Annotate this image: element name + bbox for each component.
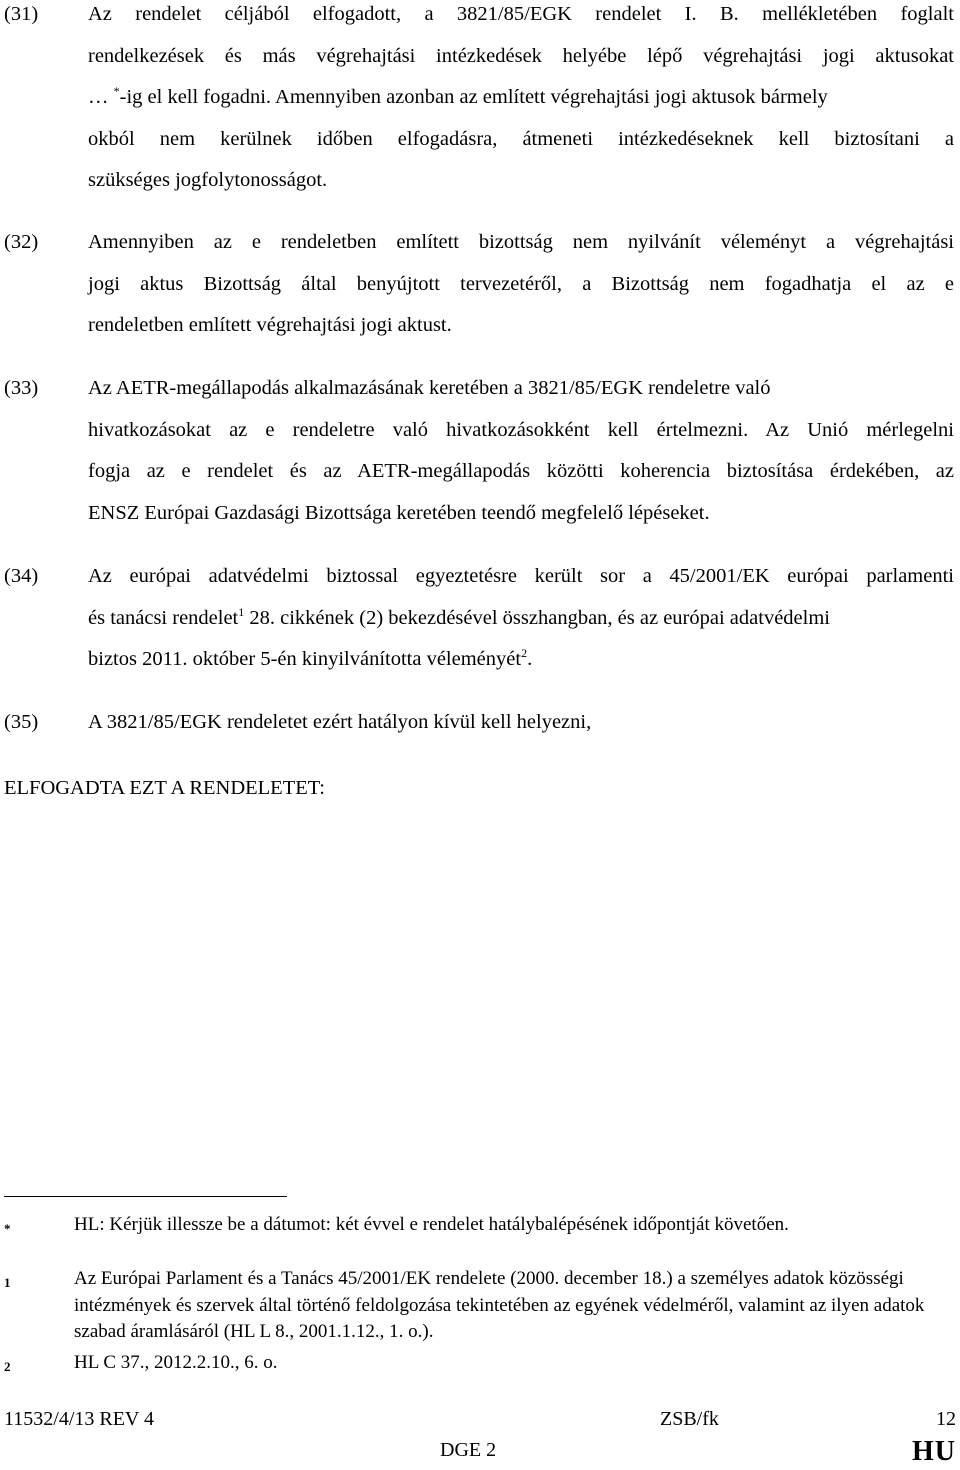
footnote-star (4, 1212, 954, 1239)
text-line: rendelkezések és más végrehajtási intézkedések helyébe lépő végrehajtási jogi aktusokat (88, 44, 954, 67)
text-line: Az AETR-megállapodás alkalmazásának keretében a 3821/85/EGK rendeletre való (88, 377, 771, 399)
recital-number: (33) (4, 377, 39, 399)
footnote-ref-1: 1 (238, 604, 245, 619)
footnote-text: HL C 37., 2012.2.10., 6. o. (74, 1352, 278, 1373)
recital-number: (35) (4, 711, 39, 733)
text-line: … *-ig el kell fogadni. Amennyiben azonban az említett végrehajtási jogi aktusok bármely (88, 84, 828, 108)
footnote-mark: 1 (4, 1275, 11, 1290)
text-line: és tanácsi rendelet$^1$ 28. cikkének (2) bekezdésével összhangban, és az európai adatvédelmi (88, 604, 830, 629)
recital-35 (4, 702, 954, 744)
ellipsis-placeholder: … (88, 86, 114, 108)
footer-author-code: ZSB/fk (660, 1408, 719, 1430)
footer-department: DGE 2 (440, 1439, 497, 1461)
recital-text (88, 0, 954, 202)
text-line: ENSZ Európai Gazdasági Bizottsága keretében teendő megfelelő lépéseket. (88, 501, 710, 524)
footer-language-code: HU (912, 1436, 956, 1467)
text-line: jogi aktus Bizottság által benyújtott tervezetéről, a Bizottság nem fogadhatja el az e (88, 272, 954, 295)
footer-page-number: 12 (936, 1408, 956, 1430)
text-line: Amennyiben az e rendeletben említett bizottság nem nyilvánít véleményt a végrehajtási (88, 231, 954, 253)
footnote-text: Az Európai Parlament és a Tanács 45/2001/EK rendelete (2000. december 18.) a személyes adatok közösségi intézmények és szervek által történő feldolgozása tekintetében az egyének védelméről, valamint az ilyen adatok szabad áramlásáról (HL L 8., 2001.1.12., 1. o.). (74, 1268, 925, 1342)
text-line: A 3821/85/EGK rendeletet ezért hatályon kívül kell helyezni, (88, 711, 592, 733)
text-line: okból nem kerülnek időben elfogadásra, átmeneti intézkedéseknek kell biztosítani a (88, 127, 954, 150)
recital-text (88, 556, 954, 681)
footnote-mark: 2 (4, 1359, 11, 1374)
recital-text (88, 368, 954, 534)
recital-33 (4, 368, 954, 534)
footnote-mark: * (4, 1221, 11, 1236)
recital-31 (4, 0, 954, 202)
footnote-ref-2: 2 (521, 646, 528, 661)
recital-32 (4, 222, 954, 347)
footnote-2 (4, 1350, 954, 1377)
text-line: hivatkozásokat az e rendeletre való hivatkozásokként kell értelmezni. Az Unió mérlegelni (88, 418, 954, 441)
recital-number: (34) (4, 565, 39, 587)
footnote-1 (4, 1266, 954, 1346)
text-line: rendeletben említett végrehajtási jogi aktust. (88, 314, 452, 336)
recital-number: (32) (4, 231, 39, 253)
recital-34 (4, 556, 954, 681)
text-line: fogja az e rendelet és az AETR-megállapodás közötti koherencia biztosítása érdekében, az (88, 460, 954, 482)
text-line: Az európai adatvédelmi biztossal egyeztetésre került sor a 45/2001/EK európai parlamenti (88, 565, 954, 587)
text-line: biztos 2011. október 5-én kinyilvánította véleményét$^2$. (88, 646, 533, 670)
recital-text (88, 702, 954, 744)
recital-number: (31) (4, 3, 39, 25)
text-line: Az rendelet céljából elfogadott, a 3821/85/EGK rendelet I. B. mellékletében foglalt (88, 3, 954, 25)
footnote-text: HL: Kérjük illessze be a dátumot: két évvel e rendelet hatálybalépésének időpontját követően. (74, 1214, 789, 1235)
footnote-separator (4, 1196, 287, 1197)
closing-formula: ELFOGADTA EZT A RENDELETET: (4, 777, 325, 799)
text-line: szükséges jogfolytonosságot. (88, 169, 328, 191)
recital-text (88, 222, 954, 347)
footnote-ref-star: * (113, 84, 120, 99)
footer-doc-reference: 11532/4/13 REV 4 (4, 1408, 155, 1430)
